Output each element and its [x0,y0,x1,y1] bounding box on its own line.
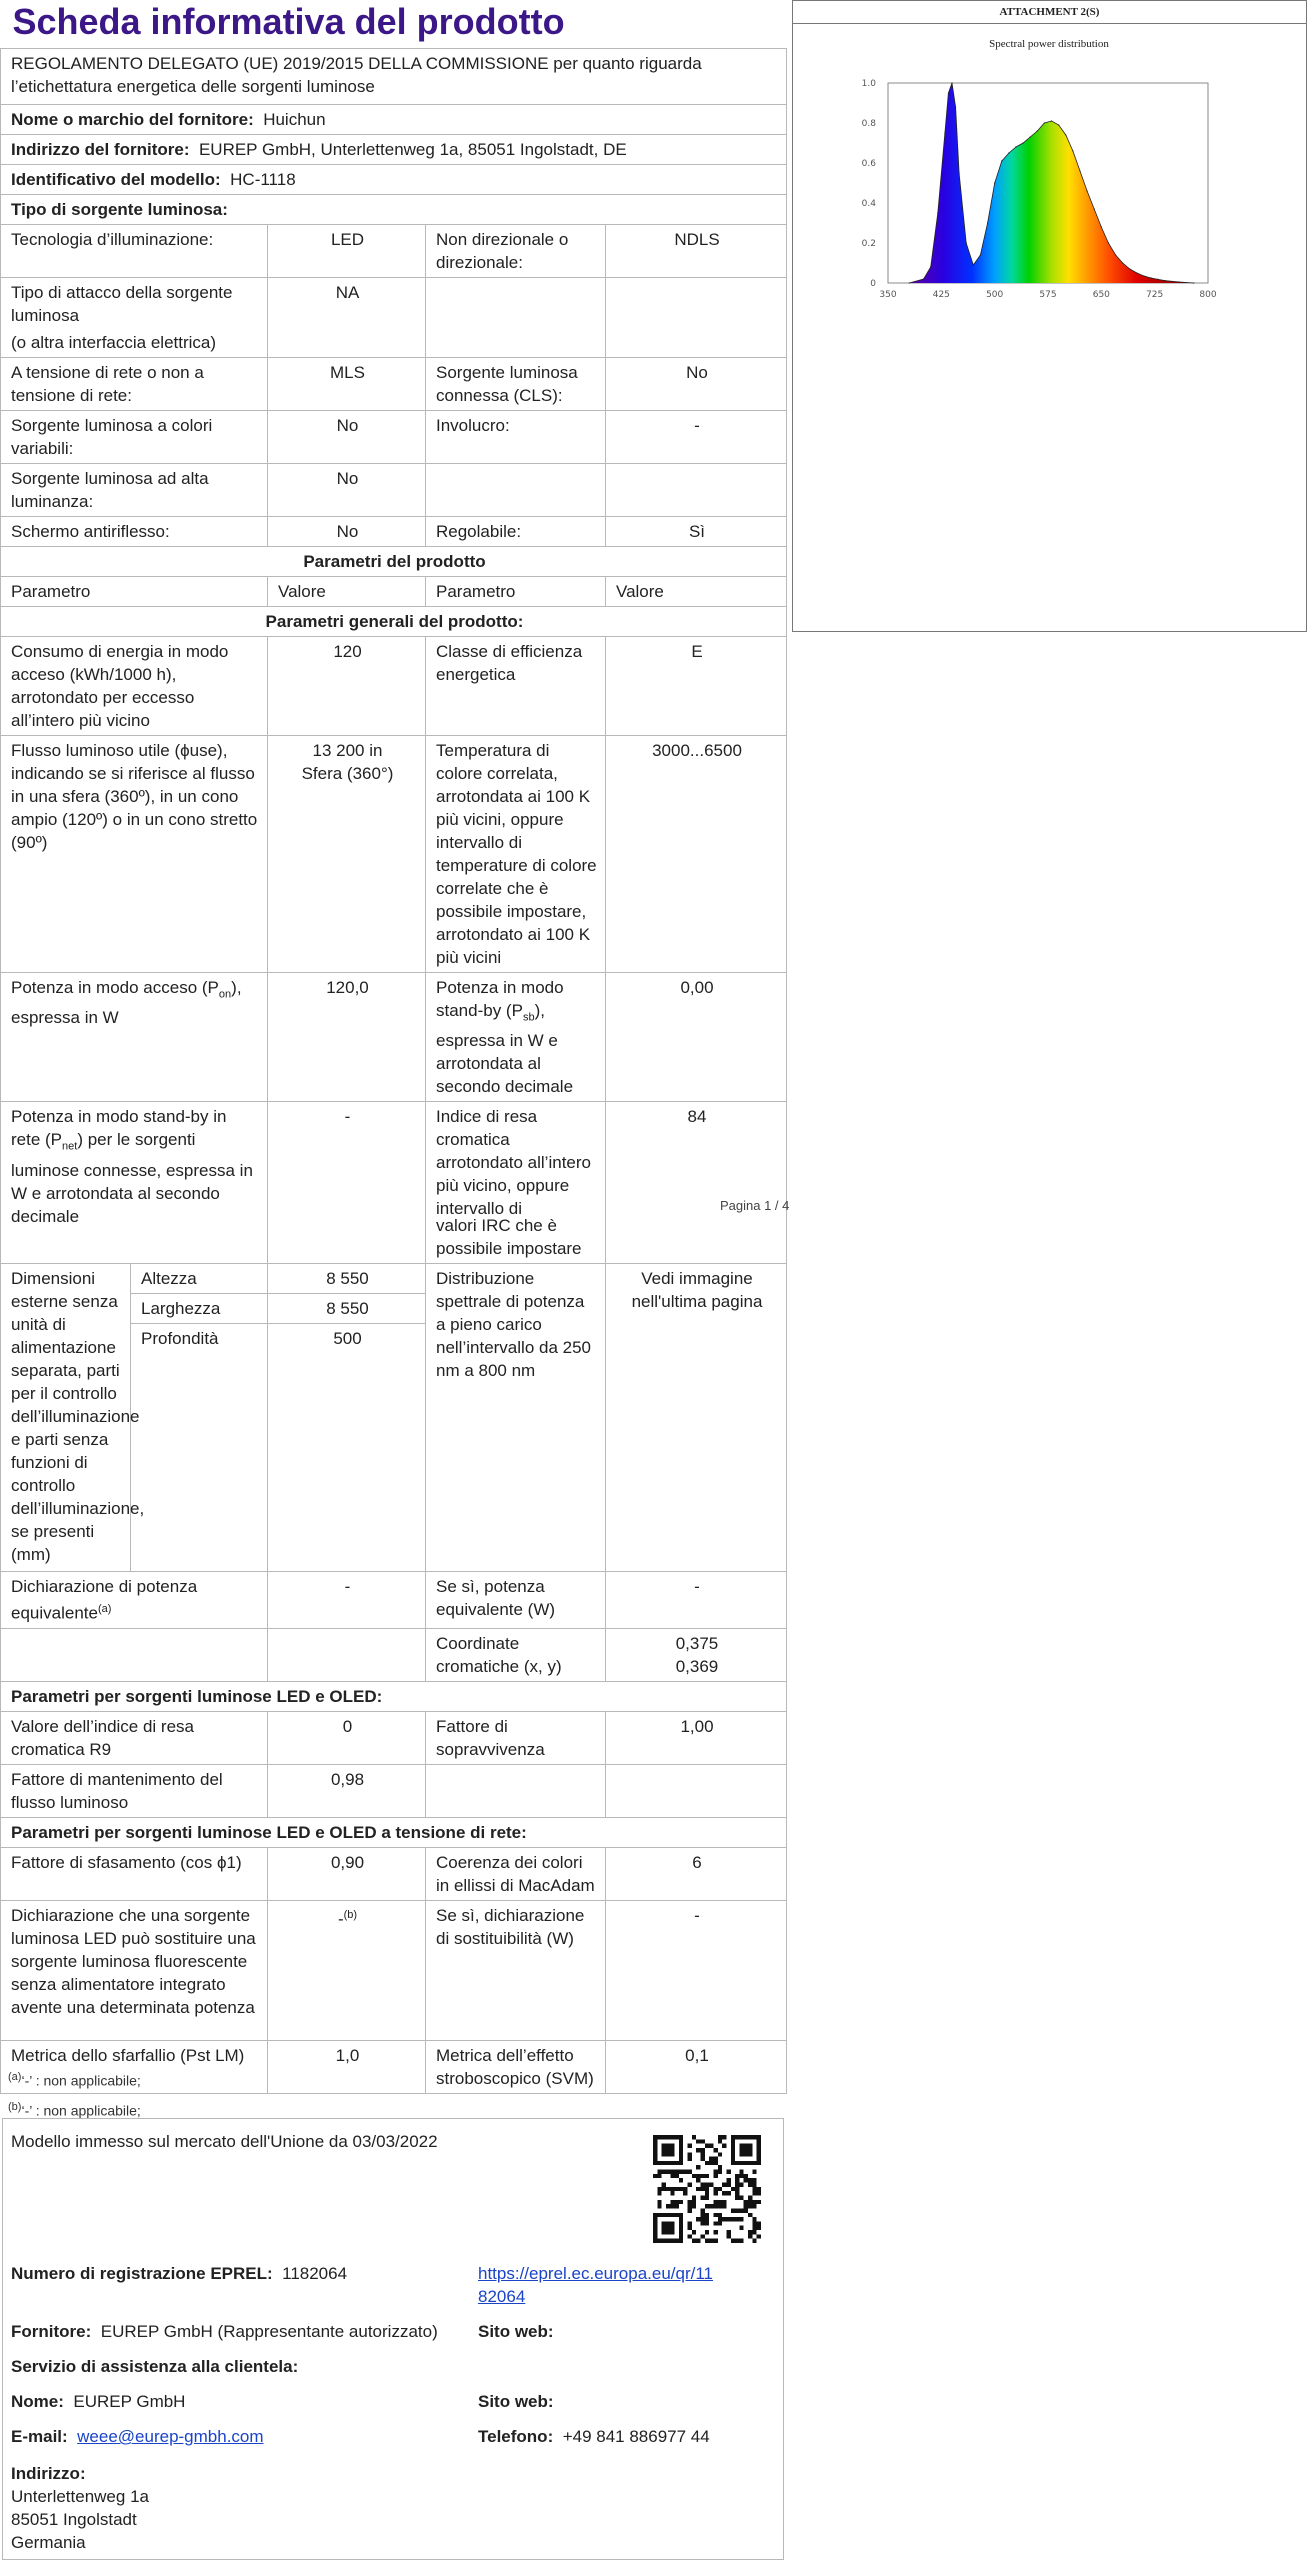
led-mains-heading: Parametri per sorgenti luminose LED e OLED a tensione di rete: [1,1817,787,1847]
spd-point [1151,277,1152,278]
y-tick-label: 0.8 [861,119,876,129]
eprel-link-line1[interactable]: https://eprel.ec.europa.eu/qr/11 [478,2264,714,2283]
spd-point [1165,280,1166,281]
macadam-value: 6 [606,1847,787,1900]
width-value: 8 550 [268,1294,426,1324]
spd-point [1115,254,1116,255]
maintenance-label: Fattore di mantenimento del flusso luminoso [1,1764,268,1817]
spd-point [1136,272,1137,273]
envelope-value: - [606,411,787,464]
spd-point [1037,130,1038,131]
cap-label [1,278,268,358]
energy-value: 120 [268,637,426,736]
y-tick-label: 0 [870,279,876,289]
footer-supplier-label: Fornitore: [11,2322,92,2341]
spd-point [1015,146,1016,147]
spd-point [959,172,960,173]
cap-value: NA [268,278,426,358]
eprel-link[interactable] [478,2262,713,2308]
led-oled-heading: Parametri per sorgenti luminose LED e OLED: [1,1681,787,1711]
survival-value: 1,00 [606,1711,787,1764]
address-line1: Unterlettenweg 1a [11,2487,149,2506]
spd-area [909,83,1194,283]
supplier-address-label: Indirizzo del fornitore: [11,140,190,159]
flux-value [268,736,426,973]
pnet-label-a: Potenza in modo stand-by in rete (P [11,1107,227,1150]
cri-value: 84 [606,1102,787,1231]
chroma-x: 0,375 [675,1633,719,1653]
direction-value: NDLS [606,225,787,278]
x-tick-label: 425 [932,290,950,300]
footnote-b-sup: (b) [8,2100,22,2113]
qr-code-icon [653,2135,761,2243]
attachment-title: ATTACHMENT 2(S) [793,1,1306,24]
address-label: Indirizzo: [11,2464,86,2483]
depth-value: 500 [268,1324,426,1572]
svm-value: 0,1 [606,2040,787,2093]
x-tick-label: 500 [986,290,1004,300]
website-label-1: Sito web: [478,2322,554,2341]
spd-point [1094,208,1095,209]
spd-point [1023,142,1024,143]
x-tick-label: 800 [1199,290,1217,300]
col-header-value: Valore [606,577,787,607]
high-luminance-label: Sorgente luminosa ad alta luminanza: [1,464,268,517]
mains-value: MLS [268,358,426,411]
tech-label: Tecnologia d’illuminazione: [1,225,268,278]
spd-point [1030,136,1031,137]
spd-point [1193,282,1194,283]
spectral-chart [793,23,1306,323]
height-label: Altezza [131,1264,268,1294]
spd-point [955,106,956,107]
replace-label: Dichiarazione che una sorgente luminosa LED può sostituire una sorgente luminosa fluorescente senza alimentatore integrato avente una determinata potenza [1,1900,268,2040]
class-value: E [606,637,787,736]
survival-label: Fattore di sopravvivenza [426,1711,606,1764]
replace-w-label: Se sì, dichiarazione di sostituibilità (W) [426,1900,606,2040]
cap-label-line1: Tipo di attacco della sorgente luminosa [11,283,233,325]
maintenance-value: 0,98 [268,1764,426,1817]
address-block [11,2462,149,2554]
r9-label: Valore dell’indice di resa cromatica R9 [1,1711,268,1764]
eprel-label: Numero di registrazione EPREL: [11,2264,273,2283]
width-label: Larghezza [131,1294,268,1324]
equivalent-value: - [268,1572,426,1629]
pon-sub: on [218,988,232,1001]
svm-label: Metrica dell’effetto stroboscopico (SVM) [426,2040,606,2093]
colour-value: No [268,411,426,464]
x-tick-label: 725 [1146,290,1164,300]
pon-label [1,973,268,1102]
cos-label: Fattore di sfasamento (cos ϕ1) [1,1847,268,1900]
equivalent-power-label: Se sì, potenza equivalente (W) [426,1572,606,1629]
footnote-a-sup: (a) [8,2071,22,2083]
spd-point [1001,160,1002,161]
dimensions-label: Dimensioni esterne senza unità di alimentazione separata, parti per il controllo dell’illuminazione e parti senza funzioni di controllo dell’illuminazione, se presenti (mm) [1,1264,131,1572]
email-row [11,2425,264,2448]
envelope-label: Involucro: [426,411,606,464]
y-tick-label: 0.4 [861,199,876,209]
equivalent-label [1,1572,268,1629]
supplier-name-row [1,105,787,135]
equivalent-label-text: Dichiarazione di potenza equivalente [11,1577,198,1623]
chroma-value [606,1628,787,1681]
macadam-label: Coerenza dei colori in ellissi di MacAdam [426,1847,606,1900]
spd-value: Vedi immagine nell'ultima pagina [606,1264,787,1572]
spd-point [937,212,938,213]
datasheet-page-2 [0,1211,786,2094]
tech-value: LED [268,225,426,278]
spd-point [909,282,910,283]
psb-label-b: ), espressa in W e arrotondata al secondo decimale [436,1001,574,1097]
datasheet-table-page-2 [0,1211,787,2094]
regulation-text: REGOLAMENTO DELEGATO (UE) 2019/2015 DELLA COMMISSIONE per quanto riguarda l’etichettatura energetica delle sorgenti luminose [1,49,787,105]
x-tick-label: 575 [1039,290,1057,300]
empty-cell [606,464,787,517]
replace-value-sup: (b) [343,1908,358,1921]
empty-cell [268,1211,426,1264]
spd-point [1051,120,1052,121]
website-label-2: Sito web: [478,2392,554,2411]
colour-label: Sorgente luminosa a colori variabili: [1,411,268,464]
spd-label: Distribuzione spettrale di potenza a pieno carico nell’intervallo da 250 nm a 800 nm [426,1264,606,1572]
y-tick-label: 1.0 [861,79,876,89]
direction-label: Non direzionale o direzionale: [426,225,606,278]
empty-cell [606,1211,787,1264]
footnote-b-text: ‘-’ : non applicabile; [21,2102,141,2119]
spd-point [1044,122,1045,123]
empty-cell [606,1764,787,1817]
page-title: Scheda informativa del prodotto [12,1,565,42]
flux-value-line2: Sfera (360°) [301,764,394,783]
glare-value: No [268,517,426,547]
supplier-address-row [1,135,787,165]
empty-cell [426,464,606,517]
x-tick-label: 350 [879,290,897,300]
attachment-panel [792,0,1307,632]
equivalent-label-sup: (a) [97,1603,112,1615]
model-value: HC-1118 [230,170,296,189]
spd-point [944,132,945,133]
cos-value: 0,90 [268,1847,426,1900]
supplier-address-value: EUREP GmbH, Unterlettenweg 1a, 85051 Ingolstadt, DE [198,140,627,159]
flux-label: Flusso luminoso utile (ϕuse), indicando se si riferisce al flusso in una sfera (360º), in un cono ampio (120º) o in un cono stretto (90º) [1,736,268,973]
footnote-a [8,2064,141,2094]
cct-label: Temperatura di colore correlata, arrotondata ai 100 K più vicini, oppure intervallo di temperature di colore correlate che è possibile impostare, arrotondato ai 100 K più vicini [426,736,606,973]
col-header-value: Valore [268,577,426,607]
phone-label: Telefono: [478,2427,554,2446]
class-label: Classe di efficienza energetica [426,637,606,736]
address-line2: 85051 Ingolstadt [11,2510,137,2529]
service-name-row [11,2390,185,2413]
spd-point [1058,124,1059,125]
spd-point [1008,152,1009,153]
r9-value: 0 [268,1711,426,1764]
x-tick-label: 650 [1092,290,1110,300]
empty-cell [426,278,606,358]
mains-label: A tensione di rete o non a tensione di rete: [1,358,268,411]
psb-sub: sb [522,1011,535,1024]
supplier-name-value: Huichun [263,110,326,129]
equivalent-power-value: - [606,1572,787,1629]
type-heading: Tipo di sorgente luminosa: [1,195,787,225]
dimmable-value: Sì [606,517,787,547]
pon-label-a: Potenza in modo acceso (P [11,978,219,997]
spd-point [1079,170,1080,171]
pon-label-b: ), espressa in W [11,978,242,1028]
glare-label: Schermo antiriflesso: [1,517,268,547]
email-link[interactable]: weee@eurep-gmbh.com [77,2427,264,2446]
spd-point [923,278,924,279]
chart-title: Spectral power distribution [989,38,1109,50]
eprel-value: 1182064 [282,2264,348,2283]
datasheet-table-page-1 [0,0,790,1231]
supplier-name-label: Nome o marchio del fornitore: [11,110,254,129]
empty-cell [606,278,787,358]
spd-point [1129,268,1130,269]
phone-row [478,2425,710,2448]
replace-value-text: - [337,1909,344,1929]
spd-point [994,182,995,183]
spd-point [1108,242,1109,243]
flicker-label: Metrica dello sfarfallio (Pst LM) [1,2040,268,2093]
spd-point [1179,281,1180,282]
psb-value: 0,00 [606,973,787,1102]
pnet-value: - [268,1102,426,1231]
spd-point [1087,190,1088,191]
cap-label-line2: (o altra interfaccia elettrica) [11,333,217,352]
height-value: 8 550 [268,1264,426,1294]
y-tick-label: 0.6 [861,159,876,169]
depth-label: Profondità [131,1324,268,1572]
spd-point [1158,279,1159,280]
psb-label [426,973,606,1102]
connected-value: No [606,358,787,411]
spd-point [948,92,949,93]
spd-point [966,242,967,243]
y-tick-label: 0.2 [861,239,876,249]
spd-point [987,222,988,223]
chroma-y: 0,369 [675,1656,719,1676]
footnote-a-text: ‘-’ : non applicabile; [21,2072,141,2089]
high-luminance-value: No [268,464,426,517]
dimmable-label: Regolabile: [426,517,606,547]
spd-point [1101,226,1102,227]
address-line3: Germania [11,2533,86,2552]
empty-cell [426,1764,606,1817]
empty-cell [268,1628,426,1681]
spd-point [951,82,952,83]
cct-value: 3000...6500 [606,736,787,973]
supplier-row [11,2320,438,2343]
phone-value: +49 841 886977 44 [562,2427,710,2446]
cri-label-part2: valori IRC che è possibile impostare [426,1211,606,1264]
datasheet-page-1 [0,0,786,1231]
cri-label-part1: Indice di resa cromatica arrotondato all’intero più vicino, oppure intervallo di [426,1102,606,1231]
service-label: Servizio di assistenza alla clientela: [11,2357,299,2376]
replace-value [268,1900,426,2040]
flicker-value: 1,0 [268,2040,426,2093]
service-name-value: EUREP GmbH [73,2392,186,2411]
empty-cell [1,1211,268,1264]
service-name-label: Nome: [11,2392,64,2411]
spd-point [1065,134,1066,135]
spd-point [980,254,981,255]
empty-cell [1,1628,268,1681]
pon-value: 120,0 [268,973,426,1102]
eprel-row [11,2262,347,2285]
email-label: E-mail: [11,2427,68,2446]
psb-label-a: Potenza in modo stand-by (P [436,978,564,1020]
page-number: Pagina 1 / 4 [720,1198,790,1213]
spd-point [1143,275,1144,276]
spd-point [1122,262,1123,263]
spd-point [1072,150,1073,151]
general-params-heading: Parametri generali del prodotto: [1,607,787,637]
flux-value-line1: 13 200 in [312,741,383,760]
footer-supplier-value: EUREP GmbH (Rappresentante autorizzato) [100,2322,438,2341]
col-header-param: Parametro [426,577,606,607]
footnotes [8,2064,141,2123]
eprel-link-line2[interactable]: 82064 [478,2287,526,2306]
col-header-param: Parametro [1,577,268,607]
replace-w-value: - [606,1900,787,2040]
chroma-label: Coordinate cromatiche (x, y) [426,1628,606,1681]
pnet-sub: net [62,1140,78,1153]
energy-label: Consumo di energia in modo acceso (kWh/1000 h), arrotondato per eccesso all’intero più vicino [1,637,268,736]
model-row [1,165,787,195]
model-label: Identificativo del modello: [11,170,221,189]
pnet-label-b: ) per le sorgenti luminose connesse, espressa in W e arrotondata al secondo decimale [11,1130,253,1226]
spd-point [973,264,974,265]
spd-point [930,266,931,267]
market-text: Modello immesso sul mercato dell'Unione da 03/03/2022 [11,2132,438,2151]
params-heading: Parametri del prodotto [1,547,787,577]
connected-label: Sorgente luminosa connessa (CLS): [426,358,606,411]
